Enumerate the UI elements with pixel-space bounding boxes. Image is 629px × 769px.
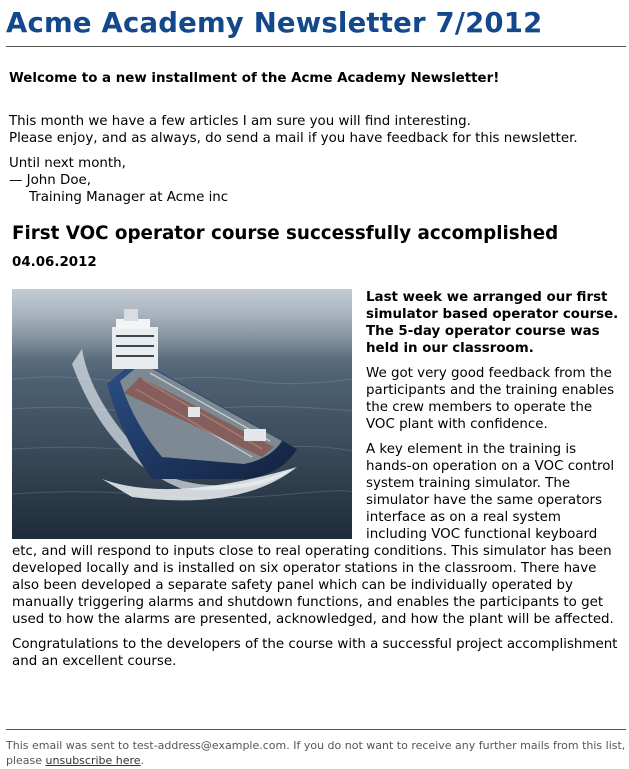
footer-text-end: . xyxy=(140,753,145,767)
signoff-name: — John Doe, xyxy=(9,173,92,188)
footer-text: This email was sent to test-address@example.com. If you do not want to receive any further mails from this list, please xyxy=(6,739,626,767)
article-lead: Last week we arranged our first simulator based operator course. The 5-day operator course was held in our classroom. xyxy=(366,290,619,356)
article-paragraph-1: We got very good feedback from the participants and the training enables the crew members to operate the VOC plant with confidence. xyxy=(366,366,615,432)
footer xyxy=(6,739,626,768)
intro-line-2: Please enjoy, and as always, do send a mail if you have feedback for this newsletter. xyxy=(9,131,578,146)
header-divider xyxy=(6,46,626,47)
signoff-role: Training Manager at Acme inc xyxy=(29,190,229,205)
unsubscribe-link[interactable]: unsubscribe here xyxy=(45,753,141,767)
signoff xyxy=(9,155,228,206)
article-paragraph-3: Congratulations to the developers of the course with a successful project accomplishment and an excellent course. xyxy=(12,637,618,669)
footer-divider xyxy=(6,729,626,730)
article-title: First VOC operator course successfully accomplished xyxy=(12,223,559,244)
signoff-greeting: Until next month, xyxy=(9,156,126,171)
article-date: 04.06.2012 xyxy=(12,255,97,270)
intro-text xyxy=(9,113,578,147)
article-body xyxy=(12,289,623,678)
article-paragraph-2: A key element in the training is hands-on operation on a VOC control system training simulator. The simulator have the same operators interface as on a real system including VOC functional keyboard etc, and will respond to inputs close to real operating conditions. This simulator has been developed locally and is installed on six operator stations in the classroom. There have also been developed a separate safety panel which can be individually operated by manually triggering alarms and shutdown functions, and enables the participants to get used to how the alarms are presented, acknowledged, and how the plant will be affected. xyxy=(12,442,615,627)
welcome-heading: Welcome to a new installment of the Acme Academy Newsletter! xyxy=(9,71,500,86)
tanker-ship-photo xyxy=(12,289,352,539)
intro-line-1: This month we have a few articles I am sure you will find interesting. xyxy=(9,114,471,129)
newsletter-title: Acme Academy Newsletter 7/2012 xyxy=(6,7,543,39)
